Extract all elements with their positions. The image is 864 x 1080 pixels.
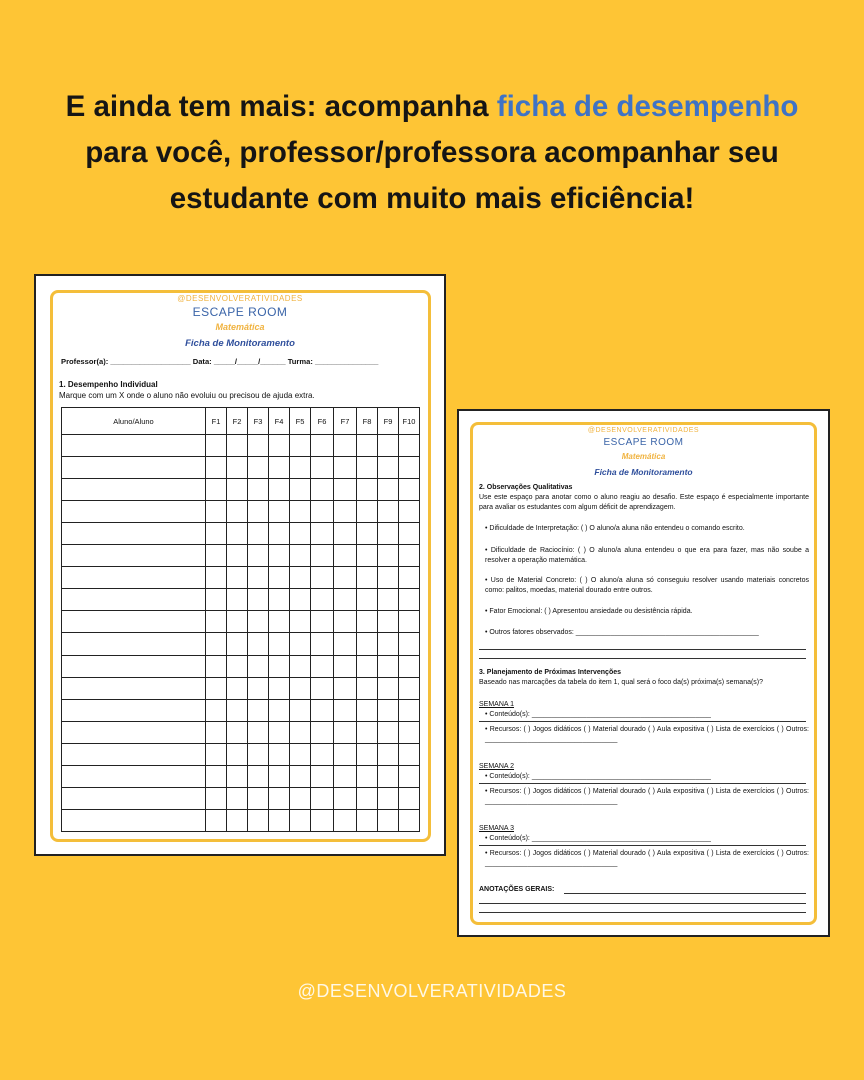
table-row — [62, 765, 420, 787]
table-cell — [334, 457, 357, 479]
table-row — [62, 501, 420, 523]
table-cell — [269, 809, 290, 831]
table-cell — [269, 655, 290, 677]
table-cell — [290, 611, 311, 633]
table-cell — [378, 699, 399, 721]
table-cell — [206, 677, 227, 699]
table-cell — [334, 567, 357, 589]
blank-line — [479, 903, 806, 904]
table-row — [62, 677, 420, 699]
week-resources: • Recursos: ( ) Jogos didáticos ( ) Material dourado ( ) Aula expositiva ( ) Lista de exercícios ( ) Outros: __________________________________ — [485, 726, 809, 743]
table-cell — [206, 721, 227, 743]
table-cell — [269, 743, 290, 765]
table-row — [62, 743, 420, 765]
table-cell — [334, 677, 357, 699]
table-cell — [399, 457, 420, 479]
table-cell — [227, 479, 248, 501]
section-1-desc: Marque com um X onde o aluno não evoluiu ou precisou de ajuda extra. — [59, 391, 315, 400]
table-cell — [311, 567, 334, 589]
table-cell — [269, 611, 290, 633]
table-cell — [399, 545, 420, 567]
table-cell — [206, 655, 227, 677]
table-cell — [334, 611, 357, 633]
table-cell — [62, 787, 206, 809]
table-cell — [62, 677, 206, 699]
table-header-cell: F10 — [399, 408, 420, 435]
table-cell — [227, 545, 248, 567]
table-cell — [311, 743, 334, 765]
table-cell — [248, 765, 269, 787]
table-cell — [334, 633, 357, 655]
table-cell — [227, 435, 248, 457]
table-cell — [248, 567, 269, 589]
blank-line — [479, 721, 806, 722]
table-cell — [334, 699, 357, 721]
table-cell — [399, 479, 420, 501]
blank-line — [479, 845, 806, 846]
table-cell — [206, 435, 227, 457]
table-cell — [248, 699, 269, 721]
table-cell — [248, 435, 269, 457]
table-header-cell: F9 — [378, 408, 399, 435]
table-cell — [290, 567, 311, 589]
table-cell — [311, 655, 334, 677]
table-cell — [357, 655, 378, 677]
monitoring-sheet-1 — [34, 274, 446, 856]
table-cell — [311, 765, 334, 787]
table-cell — [62, 809, 206, 831]
table-cell — [290, 787, 311, 809]
table-cell — [269, 501, 290, 523]
section-1-title: 1. Desempenho Individual — [59, 380, 158, 389]
table-row — [62, 633, 420, 655]
table-header-cell: Aluno/Aluno — [62, 408, 206, 435]
table-row — [62, 523, 420, 545]
table-cell — [357, 545, 378, 567]
table-cell — [248, 677, 269, 699]
table-cell — [290, 589, 311, 611]
table-cell — [378, 787, 399, 809]
table-cell — [62, 523, 206, 545]
table-cell — [399, 765, 420, 787]
table-cell — [248, 523, 269, 545]
week-content-text: Conteúdo(s): ______________________________________________ — [489, 835, 711, 842]
table-cell — [269, 589, 290, 611]
table-cell — [290, 655, 311, 677]
table-cell — [290, 809, 311, 831]
table-cell — [399, 721, 420, 743]
table-cell — [311, 787, 334, 809]
table-cell — [399, 611, 420, 633]
table-cell — [206, 479, 227, 501]
week-content: • Conteúdo(s): ______________________________________________ — [485, 711, 711, 718]
headline-text-2: para você, professor/professora acompanhar seu estudante com muito mais eficiência! — [85, 136, 779, 215]
table-cell — [378, 633, 399, 655]
table-cell — [357, 809, 378, 831]
table-row — [62, 699, 420, 721]
week-resources: • Recursos: ( ) Jogos didáticos ( ) Material dourado ( ) Aula expositiva ( ) Lista de exercícios ( ) Outros: __________________________________ — [485, 850, 809, 867]
table-row — [62, 787, 420, 809]
obs-item-text: Outros fatores observados: _______________________________________________ — [489, 629, 759, 636]
table-cell — [206, 787, 227, 809]
table-cell — [227, 809, 248, 831]
obs-desc: Use este espaço para anotar como o aluno reagiu ao desafio. Este espaço é especialmente importante para avaliar os estudantes com algum déficit de aprendizagem. — [479, 494, 809, 511]
obs-item: • Dificuldade de Raciocínio: ( ) O aluno/a aluna entendeu o que era para fazer, mas não soube a resolver a operação matemática. — [485, 547, 809, 564]
week-content-text: Conteúdo(s): ______________________________________________ — [489, 711, 711, 718]
table-cell — [248, 457, 269, 479]
blank-line — [479, 658, 806, 659]
table-cell — [227, 699, 248, 721]
table-row — [62, 809, 420, 831]
performance-table — [61, 407, 420, 832]
table-cell — [378, 545, 399, 567]
obs-item: • Fator Emocional: ( ) Apresentou ansiedade ou desistência rápida. — [485, 608, 693, 615]
table-row — [62, 435, 420, 457]
table-cell — [399, 567, 420, 589]
table-cell — [269, 457, 290, 479]
table-cell — [311, 677, 334, 699]
headline — [60, 84, 804, 222]
table-cell — [378, 457, 399, 479]
plan-title: 3. Planejamento de Próximas Intervenções — [479, 669, 622, 676]
table-cell — [206, 809, 227, 831]
table-cell — [227, 501, 248, 523]
table-cell — [311, 611, 334, 633]
table-cell — [62, 589, 206, 611]
table-cell — [378, 765, 399, 787]
table-cell — [227, 743, 248, 765]
week-content: • Conteúdo(s): ______________________________________________ — [485, 835, 711, 842]
blank-line — [479, 783, 806, 784]
table-cell — [357, 457, 378, 479]
table-cell — [62, 633, 206, 655]
table-cell — [357, 523, 378, 545]
table-cell — [311, 589, 334, 611]
sheet-subject: Matemática — [215, 322, 265, 332]
week-label: SEMANA 2 — [479, 763, 515, 770]
table-cell — [311, 809, 334, 831]
table-cell — [378, 809, 399, 831]
table-cell — [290, 479, 311, 501]
table-cell — [248, 655, 269, 677]
table-header-cell: F2 — [227, 408, 248, 435]
table-header-cell: F4 — [269, 408, 290, 435]
table-cell — [269, 765, 290, 787]
table-cell — [290, 677, 311, 699]
blank-line — [479, 649, 806, 650]
table-cell — [378, 479, 399, 501]
table-cell — [248, 589, 269, 611]
table-cell — [334, 523, 357, 545]
table-cell — [399, 501, 420, 523]
obs-item: • Uso de Material Concreto: ( ) O aluno/a aluna só conseguiu resolver usando materiais concretos como: palitos, moedas, material dourado entre outros. — [485, 577, 809, 594]
obs-item-text: Fator Emocional: ( ) Apresentou ansiedade ou desistência rápida. — [489, 608, 693, 615]
table-row — [62, 567, 420, 589]
table-row — [62, 611, 420, 633]
table-cell — [378, 611, 399, 633]
obs-title: 2. Observações Qualitativas — [479, 484, 573, 491]
table-cell — [378, 523, 399, 545]
table-header-cell: F7 — [334, 408, 357, 435]
table-cell — [248, 611, 269, 633]
table-cell — [269, 721, 290, 743]
table-cell — [206, 765, 227, 787]
table-cell — [269, 545, 290, 567]
table-cell — [227, 523, 248, 545]
footer-handle: @DESENVOLVERATIVIDADES — [297, 981, 567, 1001]
table-cell — [227, 655, 248, 677]
table-cell — [62, 655, 206, 677]
plan-desc: Baseado nas marcações da tabela do item 1, qual será o foco da(s) próxima(s) semana(s)? — [479, 679, 764, 686]
table-cell — [206, 545, 227, 567]
table-row — [62, 721, 420, 743]
table-cell — [290, 765, 311, 787]
table-cell — [62, 501, 206, 523]
table-cell — [206, 589, 227, 611]
table-cell — [399, 677, 420, 699]
table-cell — [248, 721, 269, 743]
table-cell — [290, 435, 311, 457]
sheet-form-title: Ficha de Monitoramento — [594, 467, 693, 477]
obs-item-text: Dificuldade de Raciocínio: ( ) O aluno/a aluna entendeu o que era para fazer, mas não soube a resolver a operação matemática. — [485, 547, 809, 564]
table-cell — [311, 523, 334, 545]
table-cell — [334, 743, 357, 765]
table-cell — [206, 633, 227, 655]
table-cell — [334, 479, 357, 501]
table-cell — [399, 699, 420, 721]
blank-line — [564, 893, 806, 894]
table-cell — [248, 501, 269, 523]
table-cell — [248, 633, 269, 655]
sheet-title: ESCAPE ROOM — [603, 437, 684, 448]
table-cell — [378, 567, 399, 589]
table-cell — [227, 589, 248, 611]
table-cell — [357, 787, 378, 809]
table-cell — [62, 765, 206, 787]
table-cell — [311, 479, 334, 501]
table-cell — [378, 589, 399, 611]
table-cell — [334, 545, 357, 567]
table-cell — [399, 743, 420, 765]
week-resources-text: Recursos: ( ) Jogos didáticos ( ) Material dourado ( ) Aula expositiva ( ) Lista de exercícios ( ) Outros: __________________________________ — [485, 788, 809, 805]
week-resources-text: Recursos: ( ) Jogos didáticos ( ) Material dourado ( ) Aula expositiva ( ) Lista de exercícios ( ) Outros: __________________________________ — [485, 850, 809, 867]
table-cell — [311, 501, 334, 523]
table-cell — [311, 435, 334, 457]
table-cell — [334, 787, 357, 809]
table-cell — [206, 457, 227, 479]
table-cell — [334, 589, 357, 611]
table-row — [62, 589, 420, 611]
table-cell — [290, 721, 311, 743]
table-cell — [269, 479, 290, 501]
table-cell — [334, 765, 357, 787]
table-cell — [399, 809, 420, 831]
table-cell — [334, 501, 357, 523]
week-content: • Conteúdo(s): ______________________________________________ — [485, 773, 711, 780]
table-cell — [62, 457, 206, 479]
table-cell — [334, 435, 357, 457]
table-cell — [311, 457, 334, 479]
table-cell — [357, 479, 378, 501]
table-cell — [290, 501, 311, 523]
table-row — [62, 457, 420, 479]
week-label: SEMANA 1 — [479, 701, 515, 708]
table-cell — [206, 501, 227, 523]
table-cell — [311, 633, 334, 655]
table-cell — [62, 743, 206, 765]
table-cell — [227, 765, 248, 787]
sheet-title: ESCAPE ROOM — [192, 305, 288, 319]
table-cell — [311, 721, 334, 743]
table-cell — [357, 721, 378, 743]
table-cell — [269, 699, 290, 721]
table-cell — [399, 633, 420, 655]
table-header-cell: F3 — [248, 408, 269, 435]
table-cell — [206, 523, 227, 545]
table-cell — [378, 743, 399, 765]
table-cell — [206, 743, 227, 765]
table-cell — [290, 545, 311, 567]
table-cell — [357, 567, 378, 589]
table-cell — [248, 479, 269, 501]
table-cell — [290, 743, 311, 765]
table-cell — [62, 435, 206, 457]
table-cell — [399, 589, 420, 611]
table-cell — [378, 721, 399, 743]
table-cell — [399, 523, 420, 545]
table-cell — [248, 545, 269, 567]
table-cell — [290, 699, 311, 721]
table-cell — [227, 633, 248, 655]
table-cell — [290, 457, 311, 479]
table-cell — [269, 567, 290, 589]
table-cell — [62, 545, 206, 567]
sheet-subject: Matemática — [621, 452, 666, 461]
table-cell — [357, 765, 378, 787]
table-cell — [399, 787, 420, 809]
table-cell — [357, 699, 378, 721]
table-cell — [227, 611, 248, 633]
table-cell — [227, 457, 248, 479]
table-header-cell: F1 — [206, 408, 227, 435]
table-header-cell: F5 — [290, 408, 311, 435]
blank-line — [479, 912, 806, 913]
table-cell — [269, 677, 290, 699]
obs-item-text: Dificuldade de Interpretação: ( ) O aluno/a aluna não entendeu o comando escrito. — [489, 525, 745, 532]
headline-highlight: ficha de desempenho — [496, 90, 799, 123]
table-cell — [62, 567, 206, 589]
table-cell — [269, 435, 290, 457]
table-cell — [311, 545, 334, 567]
table-cell — [62, 721, 206, 743]
table-cell — [357, 677, 378, 699]
week-label: SEMANA 3 — [479, 825, 515, 832]
week-resources-text: Recursos: ( ) Jogos didáticos ( ) Material dourado ( ) Aula expositiva ( ) Lista de exercícios ( ) Outros: __________________________________ — [485, 726, 809, 743]
table-cell — [269, 523, 290, 545]
week-content-text: Conteúdo(s): ______________________________________________ — [489, 773, 711, 780]
table-cell — [357, 501, 378, 523]
table-cell — [227, 721, 248, 743]
table-cell — [334, 655, 357, 677]
table-cell — [248, 787, 269, 809]
sheet-fields-line: Professor(a): ___________________ Data: _____/_____/______ Turma: _______________ — [61, 357, 379, 366]
table-cell — [269, 787, 290, 809]
monitoring-sheet-2 — [457, 409, 830, 937]
sheet-form-title: Ficha de Monitoramento — [185, 338, 295, 349]
table-cell — [357, 611, 378, 633]
table-cell — [248, 809, 269, 831]
table-cell — [206, 611, 227, 633]
table-cell — [227, 677, 248, 699]
obs-item: • Outros fatores observados: _______________________________________________ — [485, 629, 759, 636]
table-row — [62, 479, 420, 501]
table-header-cell: F8 — [357, 408, 378, 435]
table-cell — [334, 721, 357, 743]
table-row — [62, 545, 420, 567]
obs-item: • Dificuldade de Interpretação: ( ) O aluno/a aluna não entendeu o comando escrito. — [485, 525, 745, 532]
table-cell — [269, 633, 290, 655]
table-row — [62, 655, 420, 677]
table-cell — [248, 743, 269, 765]
table-cell — [378, 677, 399, 699]
sheet-brand: @DESENVOLVERATIVIDADES — [177, 294, 303, 303]
table-cell — [206, 699, 227, 721]
table-cell — [378, 655, 399, 677]
headline-text-1: E ainda tem mais: acompanha — [65, 90, 497, 123]
table-cell — [290, 633, 311, 655]
obs-item-text: Uso de Material Concreto: ( ) O aluno/a aluna só conseguiu resolver usando materiais concretos como: palitos, moedas, material dourado entre outros. — [485, 577, 809, 594]
table-cell — [62, 479, 206, 501]
notes-label: ANOTAÇÕES GERAIS: — [479, 886, 555, 893]
table-cell — [206, 567, 227, 589]
table-cell — [357, 743, 378, 765]
table-cell — [334, 809, 357, 831]
table-cell — [378, 501, 399, 523]
table-cell — [290, 523, 311, 545]
table-cell — [357, 589, 378, 611]
table-cell — [311, 699, 334, 721]
table-header-row — [62, 408, 420, 435]
table-cell — [227, 787, 248, 809]
table-cell — [357, 435, 378, 457]
week-resources: • Recursos: ( ) Jogos didáticos ( ) Material dourado ( ) Aula expositiva ( ) Lista de exercícios ( ) Outros: __________________________________ — [485, 788, 809, 805]
sheet-brand: @DESENVOLVERATIVIDADES — [587, 427, 700, 434]
table-header-cell: F6 — [311, 408, 334, 435]
table-cell — [399, 655, 420, 677]
table-cell — [62, 611, 206, 633]
table-cell — [378, 435, 399, 457]
table-cell — [62, 699, 206, 721]
table-cell — [399, 435, 420, 457]
table-cell — [357, 633, 378, 655]
table-cell — [227, 567, 248, 589]
